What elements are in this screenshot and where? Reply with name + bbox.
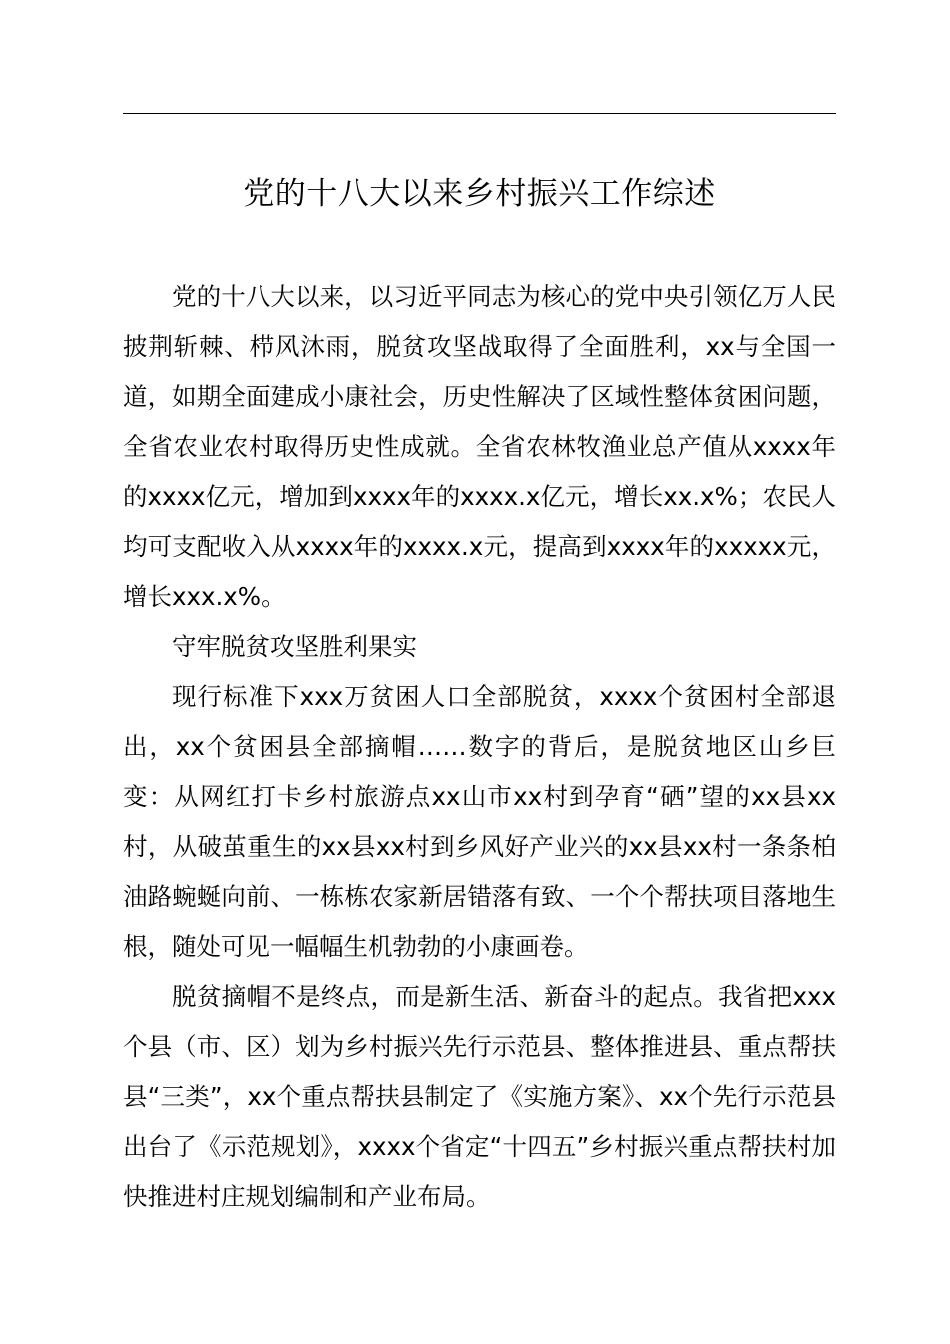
section-heading: 守牢脱贫攻坚胜利果实 [172, 632, 417, 661]
header-rule [123, 113, 836, 114]
paragraph-new-start: 脱贫摘帽不是终点，而是新生活、新奋斗的起点。我省把xxx个县（市、区）划为乡村振兴先行示范县、整体推进县、重点帮扶县“三类”，xx个重点帮扶县制定了《实施方案》、xx个先行示范县出台了《示范规划》，xxxx个省定“十四五”乡村振兴重点帮扶村加快推进村庄规划编制和产业布局。 [123, 982, 836, 1211]
document-title: 党的十八大以来乡村振兴工作综述 [243, 176, 716, 212]
paragraph-intro: 党的十八大以来，以习近平同志为核心的党中央引领亿万人民披荆斩棘、栉风沐雨，脱贫攻坚战取得了全面胜利，xx与全国一道，如期全面建成小康社会，历史性解决了区域性整体贫困问题，全省农业农村取得历史性成就。全省农林牧渔业总产值从xxxx年的xxxx亿元，增加到xxxx年的xxxx.x亿元，增长xx.x%；农民人均可支配收入从xxxx年的xxxx.x元，提高到xxxx年的xxxxx元，增长xxx.x%。 [123, 282, 836, 611]
document-body [123, 272, 836, 1222]
paragraph-poverty-results: 现行标准下xxx万贫困人口全部脱贫，xxxx个贫困村全部退出，xx个贫困县全部摘帽……数字的背后，是脱贫地区山乡巨变：从网红打卡乡村旅游点xx山市xx村到孕育“硒”望的xx县xx村，从破茧重生的xx县xx村到乡风好产业兴的xx县xx村一条条柏油路蜿蜒向前、一栋栋农家新居错落有致、一个个帮扶项目落地生根，随处可见一幅幅生机勃勃的小康画卷。 [123, 682, 836, 961]
